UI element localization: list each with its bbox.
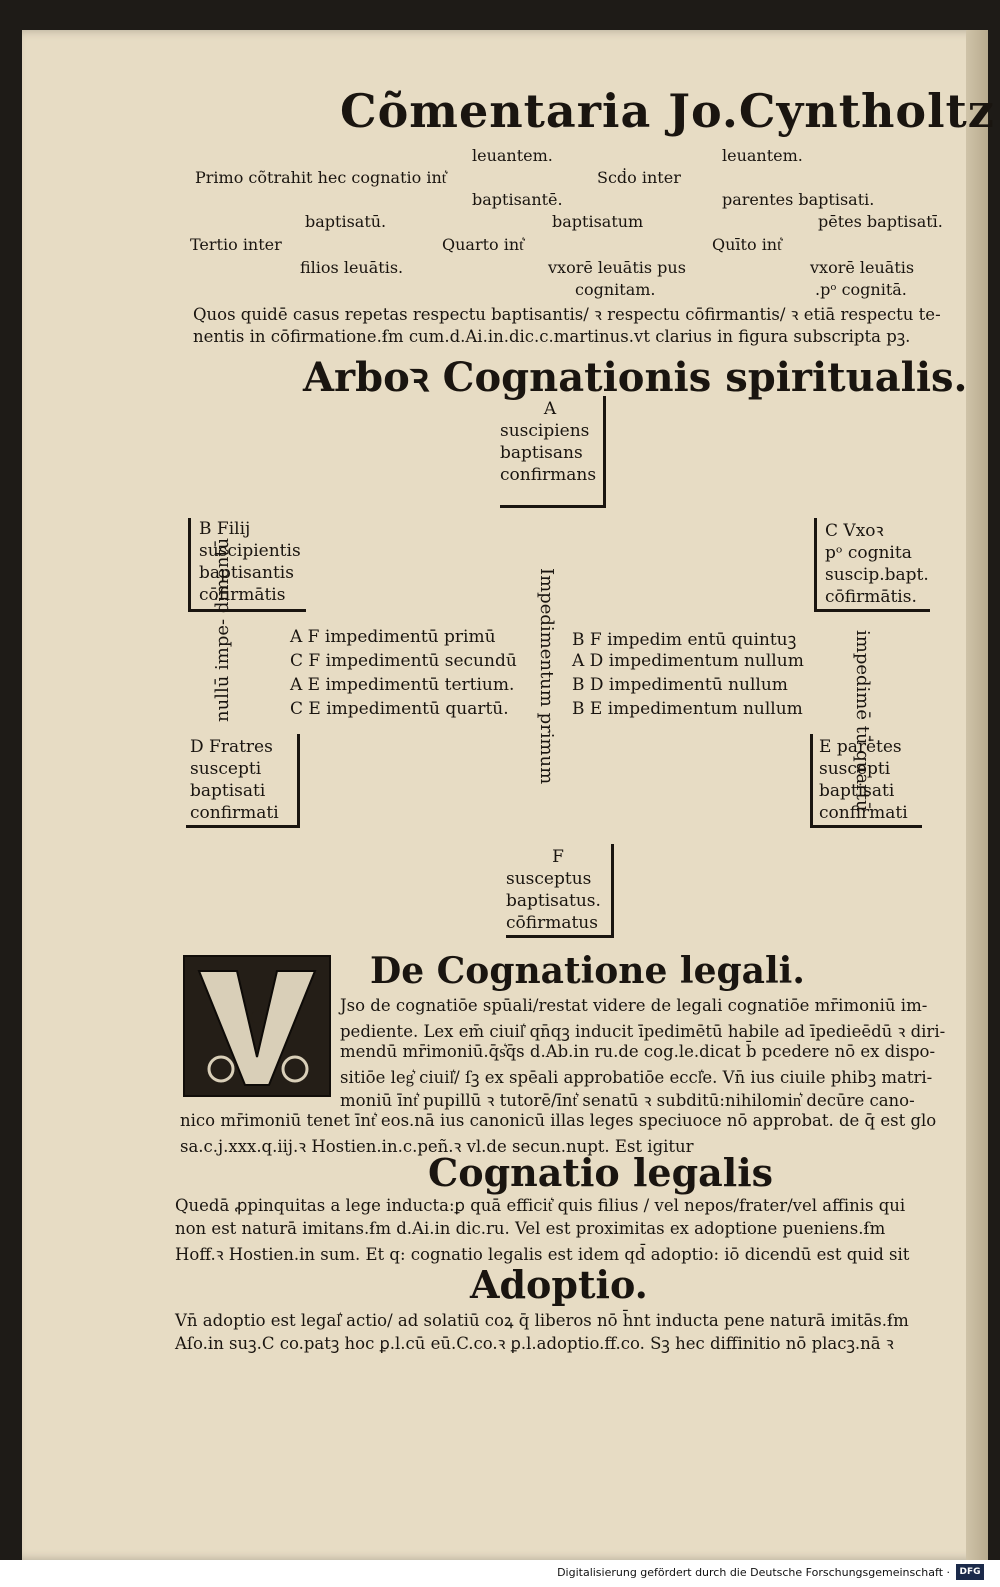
impediment-row-left: C F impedimentū secundū (290, 651, 517, 671)
intro-cell: baptisantē. (472, 190, 563, 209)
legal-paragraph-line: moniū īnt͛ pupillū ꝛ tutorē/īnt͛ senatū ꝛ subditū:nihilomin͛ decūre cano- (340, 1091, 915, 1110)
cognatio-paragraph-line: Quedā ꝓpinquitas a lege inducta:ꝑ quā efficit͛ quis filius / vel nepos/frater/vel affinis qui (175, 1196, 906, 1215)
box-f-line: susceptus (506, 869, 592, 889)
tree-title: Arboꝛ Cognationis spiritualis. (303, 354, 968, 401)
box-d-line: baptisati (190, 781, 266, 801)
intro-cell: leuantem. (472, 146, 553, 165)
box-a-letter: A (543, 399, 557, 419)
page-edge (966, 30, 988, 1560)
box-e-line: confirmati (819, 803, 908, 823)
intro-paragraph-line: nentis in cōfirmatione.ẜm cum.d.Ai.in.dic.c.martinus.vt clarius in figura subscripta pꝫ. (193, 327, 911, 346)
intro-cell: parentes baptisati. (722, 190, 875, 209)
intro-cell: leuantem. (722, 146, 803, 165)
dfg-logo: DFG (956, 1564, 984, 1580)
legal-paragraph-line: mendū mr̄imoniū.q̄s͛q̄s d.Ab.in ru.de cog.le.dicat b̄ pcedere nō ex dispo- (340, 1042, 936, 1061)
tree-box-a (500, 396, 606, 508)
initial-ornament-icon (185, 957, 329, 1095)
intro-cell: baptisatum (552, 212, 644, 231)
legal-paragraph-line: sitiōe leg͛ ciuil͛/ ſꝫ ex spēali approbatiōe eccl͛e. Vn̄ ius ciuile phibꝫ matri- (340, 1068, 933, 1087)
cognatio-paragraph-line: non est naturā imitans.ẜm d.Ai.in dic.ru. Vel est proximitas ex adoptione pueniens.ẜm (175, 1219, 886, 1238)
box-e-line: baptisati (819, 781, 895, 801)
box-f-letter: F (552, 847, 564, 867)
vertical-label-right: impedimē tū quartū (852, 630, 873, 812)
box-f-line: baptisatus. (506, 891, 601, 911)
intro-cell: filios leuātis. (300, 258, 404, 277)
tree-box-e (810, 734, 922, 828)
page-title: Cõmentaria Jo.Cyntholtz (340, 84, 995, 138)
intro-cell: .pᵒ cognitā. (815, 280, 907, 299)
box-e-line: E parētes (819, 737, 902, 757)
impediment-row-right: B E impedimentum nullum (572, 699, 803, 719)
box-a-line: suscipiens (500, 421, 590, 441)
intro-cell: Quarto int͛ (442, 235, 524, 254)
box-c-line: cōfirmātis. (825, 587, 917, 607)
footer-credit: Digitalisierung gefördert durch die Deutsche Forschungsgemeinschaft · (557, 1566, 950, 1579)
intro-cell: Tertio inter (190, 235, 282, 254)
legal-paragraph-line: nico mr̄imoniū tenet īnt͛ eos.nā ius canonicū illas leges speciuoce nō approbat. de q̄ est glo (180, 1111, 937, 1130)
box-c-line: suscip.bapt. (825, 565, 929, 585)
decorated-initial (183, 955, 331, 1097)
impediment-row-left: A E impedimentū tertium. (290, 675, 515, 695)
box-c-line: C Vxoꝛ (825, 521, 884, 541)
intro-cell: Primo cõtrahit hec cognatio int͛ (195, 168, 447, 187)
tree-box-d (186, 734, 300, 828)
cognatio-paragraph-line: Hoff.ꝛ Hostien.in sum. Et q: cognatio legalis est idem qd̄ adoptio: iō dicendū est quid sit (175, 1245, 910, 1264)
box-c-line: pᵒ cognita (825, 543, 912, 563)
intro-paragraph-line: Quos quidē casus repetas respectu baptisantis/ ꝛ respectu cōfirmantis/ ꝛ etiā respectu te- (193, 305, 941, 324)
impediment-row-left: A F impedimentū primū (290, 627, 496, 647)
tree-box-f (506, 844, 614, 938)
intro-cell: Quīto int͛ (712, 235, 782, 254)
box-b-line: suscipientis (199, 541, 301, 561)
adoptio-paragraph-line: Aſo.in suꝫ.C co.patꝫ hoc ꝑ.l.cū eū.C.co.ꝛ ꝑ.l.adoptio.ff.co. Sꝫ hec diffinitio nō placꝫ.nā ꝛ (175, 1334, 894, 1353)
box-a-line: confirmans (500, 465, 597, 485)
box-b-line: baptisantis (199, 563, 294, 583)
box-b-line: B Filij (199, 519, 251, 539)
box-a-line: baptisans (500, 443, 583, 463)
tree-box-b (188, 518, 306, 612)
box-d-line: D Fratres (190, 737, 273, 757)
intro-cell: cognitam. (575, 280, 656, 299)
impediment-row-right: A D impedimentum nullum (572, 651, 804, 671)
impediment-row-left: C E impedimentū quartū. (290, 699, 509, 719)
section-heading: Cognatio legalis (428, 1150, 774, 1195)
legal-paragraph-line: Jso de cognatiōe spūali/restat videre de legali cognatiōe mr̄imoniū im- (340, 996, 928, 1015)
vertical-label-center: Impedimentum primum (536, 568, 557, 785)
box-f-line: cōfirmatus (506, 913, 598, 933)
box-d-line: suscepti (190, 759, 262, 779)
intro-cell: vxorē leuātis pus (548, 258, 686, 277)
legal-paragraph-line: sa.c.j.xxx.q.iij.ꝛ Hostien.in.c.peñ.ꝛ vl.de secun.nupt. Est igitur (180, 1137, 694, 1156)
vertical-label-left: nullū impe- dimentū (212, 537, 233, 722)
box-b-line: cōfirmātis (199, 585, 286, 605)
intro-cell: pētes baptisatī. (818, 212, 943, 231)
legal-paragraph-line: pediente. Lex em̄ ciuil͛ qn̄qꝫ inducit īpedimētū habile ad īpedieēdū ꝛ diri- (340, 1022, 946, 1041)
box-d-line: confirmati (190, 803, 279, 823)
box-e-line: suscepti (819, 759, 891, 779)
adoptio-paragraph-line: Vn̄ adoptio est legal͛ actio/ ad solatiū coꝝ q̄ liberos nō h̄nt inducta pene naturā imitās.ẜm (175, 1311, 909, 1330)
section-heading: Adoptio. (470, 1262, 648, 1307)
intro-cell: baptisatū. (305, 212, 387, 231)
section-heading: De Cognatione legali. (370, 950, 805, 992)
intro-cell: vxorē leuātis (810, 258, 915, 277)
impediment-row-right: B D impedimentū nullum (572, 675, 788, 695)
tree-box-c (814, 518, 930, 612)
impediment-row-right: B F impedim entū quintuꝫ (572, 630, 797, 650)
intro-cell: Scḋo inter (597, 168, 681, 187)
